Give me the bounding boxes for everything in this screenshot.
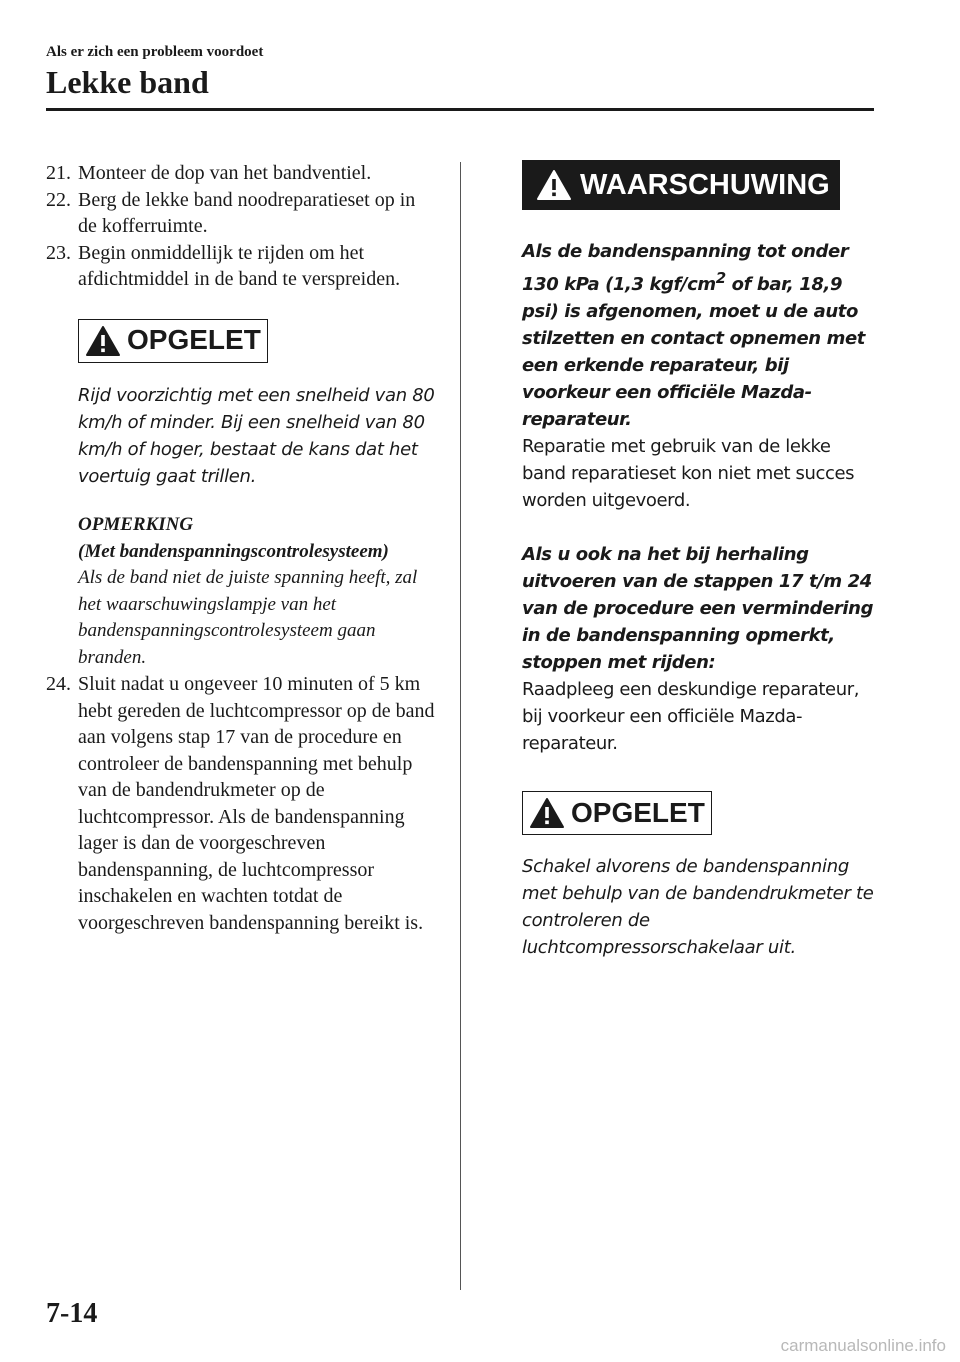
step-text: Begin onmiddellijk te rijden om het afdichtmiddel in de band te verspreiden. — [78, 241, 401, 290]
warning-label-box — [522, 160, 840, 210]
step-number: 23. — [46, 241, 71, 264]
step-24 — [46, 671, 436, 936]
caution-label: OPGELET — [127, 324, 261, 356]
warning-normal-text: Raadpleeg een deskundige reparateur, bij voorkeur een officiële Mazda-reparateur. — [522, 679, 860, 754]
note-block — [78, 512, 436, 671]
caution-label-box — [522, 791, 712, 835]
note-subtitle: (Met bandenspanningscontrolesysteem) — [78, 540, 389, 562]
caution-text: Schakel alvorens de bandenspanning met behulp van de bandendrukmeter te controleren de luchtcompressorschakelaar uit. — [522, 856, 874, 958]
warning-bold-text: of bar, 18,9 psi) is afgenomen, moet u de auto stilzetten en contact opnemen met een erkende reparateur, bij voorkeur een officiële Mazda-reparateur. — [522, 274, 865, 430]
warning-normal-text: Reparatie met gebruik van de lekke band reparatieset kon niet met succes worden uitgevoerd. — [522, 436, 855, 511]
warning-triangle-icon — [536, 169, 572, 201]
watermark: carmanualsonline.info — [780, 1336, 946, 1355]
step-text: Sluit nadat u ongeveer 10 minuten of 5 km hebt gereden de luchtcompressor op de band aan volgens stap 17 van de procedure en controleer de bandenspanning met behulp van de bandendrukmeter op de luchtcompressor. Als de bandenspanning lager is dan de voorgeschreven bandenspanning, de luchtcompressor inschakelen en wachten totdat de voorgeschreven bandenspanning bereikt is. — [78, 673, 435, 934]
caution-label-box — [78, 319, 268, 363]
warning-bold-text: Als de bandenspanning tot onder 130 kPa (1,3 kgf/cm — [522, 241, 849, 295]
caution-text: Rijd voorzichtig met een snelheid van 80 km/h of minder. Bij een snelheid van 80 km/h of hoger, bestaat de kans dat het voertuig gaat trillen. — [78, 385, 435, 487]
step-number: 24. — [46, 673, 71, 695]
step-number: 22. — [46, 188, 71, 211]
left-column — [46, 160, 436, 936]
note-title: OPMERKING — [78, 514, 194, 535]
warning-bold-text: Als u ook na het bij herhaling uitvoeren van de stappen 17 t/m 24 van de procedure een vermindering in de bandenspanning opmerkt, stoppen met rijden: — [522, 544, 874, 673]
step-number: 21. — [46, 162, 71, 184]
page-number: 7-14 — [46, 1298, 98, 1329]
warning-triangle-icon — [85, 325, 121, 357]
step-21 — [46, 160, 436, 187]
warning-paragraph-1 — [522, 238, 874, 514]
note-text: Als de band niet de juiste spanning heeft, zal het waarschuwingslampje van het bandenspanningscontrolesysteem gaan branden. — [78, 567, 418, 668]
step-23 — [46, 240, 436, 293]
header-rule — [46, 108, 874, 111]
step-22 — [46, 187, 436, 240]
right-column — [494, 160, 874, 961]
warning-triangle-icon — [529, 797, 565, 829]
step-text: Monteer de dop van het bandventiel. — [78, 162, 372, 184]
column-divider — [460, 162, 461, 1290]
superscript-2: 2 — [715, 269, 726, 287]
caution-label: OPGELET — [571, 797, 705, 828]
warning-label: WAARSCHUWING — [580, 168, 830, 201]
section-heading: Als er zich een probleem voordoet — [46, 44, 264, 60]
page-title: Lekke band — [46, 64, 209, 100]
warning-paragraph-2 — [522, 541, 874, 757]
step-text: Berg de lekke band noodreparatieset op in de kofferruimte. — [78, 188, 416, 237]
